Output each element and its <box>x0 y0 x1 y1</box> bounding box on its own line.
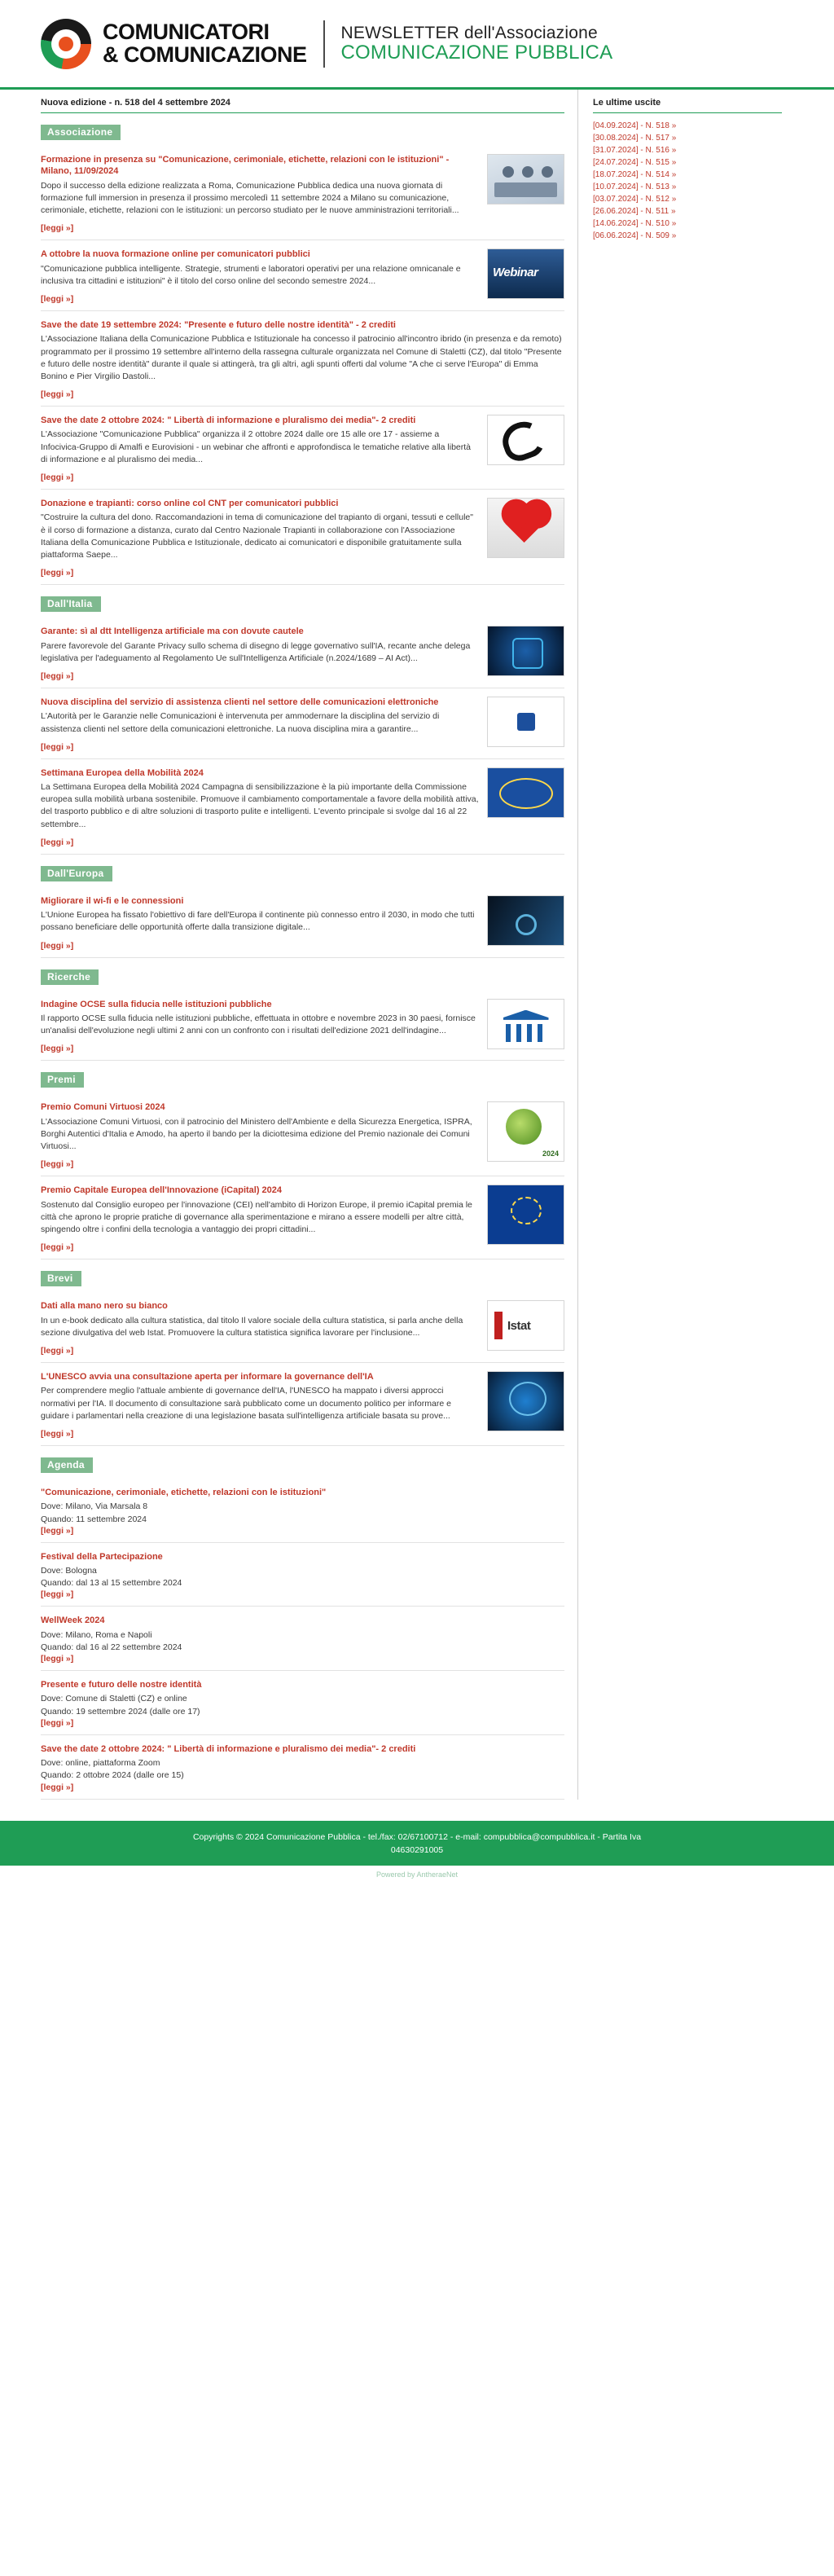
article-title[interactable]: Nuova disciplina del servizio di assistenza clienti nel settore delle comunicazioni elettroniche <box>41 697 439 708</box>
main-column <box>41 90 578 1800</box>
article-title[interactable]: Dati alla mano nero su bianco <box>41 1301 168 1312</box>
article-title[interactable]: A ottobre la nuova formazione online per comunicatori pubblici <box>41 249 310 260</box>
page-header <box>0 0 834 90</box>
article-title[interactable]: Migliorare il wi-fi e le connessioni <box>41 895 184 906</box>
agenda-when: Quando: dal 16 al 22 settembre 2024 <box>41 1642 182 1652</box>
article-title[interactable]: L'UNESCO avvia una consultazione aperta per informare la governance dell'IA <box>41 1372 374 1383</box>
article-thumbnail <box>487 1371 564 1431</box>
article-text: Per comprendere meglio l'attuale ambiente di governance dell'IA, l'UNESCO ha mappato i diversi approcci normativi per l'IA. Il documento di consultazione sarà pubblicato come un documento politico per informare e guidare i parlamentari nella creazione di una legislazione basata sull'intelligenza artificiale basata su prove... <box>41 1386 451 1421</box>
section-heading-premi <box>41 1072 564 1088</box>
issue-link[interactable]: [24.07.2024] - N. 515 » <box>593 158 677 167</box>
article-item[interactable] <box>41 887 564 958</box>
article-item[interactable] <box>41 688 564 759</box>
article-text: "Costruire la cultura del dono. Raccomandazioni in tema di comunicazione del trapianto di organi, tessuti e cellule" è il corso di formazione a distanza, curato dal Centro Nazionale Trapianti in collaborazione con l'Associazione Italiana della Comunicazione Pubblica e Istituzionale, dedicato ai comunicatori e disponibile gratuitamente sulla piattaforma Saepe... <box>41 512 473 560</box>
sidebar <box>578 90 782 242</box>
section-label: Associazione <box>41 125 121 140</box>
article-title[interactable]: Formazione in presenza su "Comunicazione, cerimoniale, etichette, relazioni con le istituzioni" - Milano, 11/09/2024 <box>41 155 450 177</box>
read-more-link[interactable]: [leggi »] <box>41 1525 74 1536</box>
agenda-when: Quando: 2 ottobre 2024 (dalle ore 15) <box>41 1770 184 1781</box>
agenda-item[interactable] <box>41 1671 564 1735</box>
read-more-link[interactable]: [leggi »] <box>41 1428 74 1439</box>
article-title[interactable]: Settimana Europea della Mobilità 2024 <box>41 767 204 778</box>
section-label: Dall'Italia <box>41 596 101 612</box>
article-thumbnail <box>487 767 564 818</box>
article-thumbnail: 2024 <box>487 1101 564 1162</box>
list-item[interactable] <box>593 144 782 156</box>
article-item[interactable] <box>41 407 564 490</box>
article-text: L'Associazione Comuni Virtuosi, con il patrocinio del Ministero dell'Ambiente e della Sicurezza Energetica, ISPRA, Borghi Autentici d'Italia e Amodo, ha aperto il bando per la diciottesima edizione del Premio nazionale dei Comuni Virtuosi... <box>41 1116 472 1152</box>
sidebar-title: Le ultime uscite <box>593 98 661 108</box>
agenda-where: Dove: Comune di Staletti (CZ) e online <box>41 1694 187 1704</box>
sidebar-divider <box>593 112 782 113</box>
issue-link[interactable]: [26.06.2024] - N. 511 » <box>593 207 676 216</box>
section-heading-dallitalia <box>41 596 564 613</box>
read-more-link[interactable]: [leggi »] <box>41 223 74 234</box>
article-item[interactable] <box>41 1363 564 1446</box>
article-item[interactable] <box>41 490 564 585</box>
issue-link[interactable]: [30.08.2024] - N. 517 » <box>593 134 677 143</box>
read-more-link[interactable]: [leggi »] <box>41 741 74 752</box>
agenda-title[interactable]: Save the date 2 ottobre 2024: " Libertà di informazione e pluralismo dei media"- 2 crediti <box>41 1743 416 1754</box>
read-more-link[interactable]: [leggi »] <box>41 568 74 578</box>
article-text: La Settimana Europea della Mobilità 2024 Campagna di sensibilizzazione è la più importante della Commissione europea sulla mobilità urbana sostenibile. Promuove il cambiamento comportamentale a favore della mobilità attiva, del trasporto pubblico e di altre soluzioni di trasporto pulite e intelligenti. L'evento principale si svolge dal 16 al 22 settembre... <box>41 782 479 829</box>
page-footer <box>0 1821 834 1866</box>
article-thumbnail <box>487 697 564 747</box>
section-heading-ricerche <box>41 969 564 986</box>
page-title: COMUNICAZIONE PUBBLICA <box>340 41 613 64</box>
article-item[interactable] <box>41 759 564 855</box>
section-heading-associazione <box>41 125 564 141</box>
agenda-item[interactable] <box>41 1735 564 1800</box>
issue-link[interactable]: [18.07.2024] - N. 514 » <box>593 170 677 179</box>
agenda-where: Dove: Milano, Via Marsala 8 <box>41 1501 148 1512</box>
logo-line-2: & COMUNICAZIONE <box>103 42 307 67</box>
read-more-link[interactable]: [leggi »] <box>41 1044 74 1054</box>
article-thumbnail <box>487 626 564 676</box>
article-title[interactable]: Premio Capitale Europea dell'Innovazione (iCapital) 2024 <box>41 1185 283 1196</box>
article-thumbnail <box>487 1185 564 1245</box>
header-divider <box>323 20 325 68</box>
brand-logo[interactable] <box>41 19 307 69</box>
section-heading-brevi <box>41 1271 564 1287</box>
agenda-where: Dove: Bologna <box>41 1566 97 1576</box>
article-item[interactable] <box>41 1176 564 1259</box>
list-item[interactable] <box>593 193 782 205</box>
article-text: Sostenuto dal Consiglio europeo per l'innovazione (CEI) nell'ambito di Horizon Europe, il premio iCapital premia le città che aprono le proprie pratiche di governance alla sperimentazione e mirano a essere modelli per altre città, spingendo oltre i confini della tecnologia a vantaggio dei propri cittadini... <box>41 1199 472 1235</box>
read-more-link[interactable]: [leggi »] <box>41 940 74 951</box>
agenda-item[interactable] <box>41 1607 564 1671</box>
article-thumbnail <box>487 999 564 1049</box>
article-title[interactable]: Indagine OCSE sulla fiducia nelle istituzioni pubbliche <box>41 999 272 1009</box>
read-more-link[interactable]: [leggi »] <box>41 293 74 304</box>
issue-link[interactable]: [10.07.2024] - N. 513 » <box>593 182 677 191</box>
agenda-where: Dove: online, piattaforma Zoom <box>41 1758 160 1769</box>
header-title-block <box>341 24 613 64</box>
article-text: "Comunicazione pubblica intelligente. Strategie, strumenti e laboratori operativi per una relazione omnicanale e inclusiva tra cittadini e istituzioni" è il titolo del corso online del secondo semestre 2024... <box>41 263 461 286</box>
agenda-when: Quando: 11 settembre 2024 <box>41 1514 147 1524</box>
article-text: In un e-book dedicato alla cultura statistica, dal titolo Il valore sociale della cultura statistica, si parla anche della sezione divulgativa del web Istat. Promuovere la cultura statistica significa lavorare per l'inclusione... <box>41 1315 463 1338</box>
article-item[interactable] <box>41 240 564 311</box>
list-item[interactable] <box>593 132 782 144</box>
section-label: Dall'Europa <box>41 866 112 881</box>
read-more-link[interactable]: [leggi »] <box>41 473 74 483</box>
read-more-link[interactable]: [leggi »] <box>41 1717 74 1728</box>
agenda-item[interactable] <box>41 1479 564 1543</box>
article-item[interactable] <box>41 991 564 1062</box>
section-label: Ricerche <box>41 969 99 985</box>
footer-line-1: Copyrights © 2024 Comunicazione Pubblica - tel./fax: 02/67100712 - e-mail: compubblica@compubblica.it - Partita Iva <box>192 1831 642 1842</box>
issue-link[interactable]: [14.06.2024] - N. 510 » <box>593 219 677 228</box>
read-more-link[interactable]: [leggi »] <box>41 671 74 682</box>
section-heading-agenda <box>41 1457 564 1474</box>
issue-link[interactable]: [31.07.2024] - N. 516 » <box>593 146 677 155</box>
powered-by-label: Powered by AntheraeNet <box>0 1866 834 1887</box>
article-item[interactable] <box>41 618 564 688</box>
agenda-title[interactable]: WellWeek 2024 <box>41 1615 105 1626</box>
article-thumbnail: Istat <box>487 1300 564 1351</box>
edition-divider <box>41 112 564 113</box>
article-text: L'Associazione "Comunicazione Pubblica" organizza il 2 ottobre 2024 dalle ore 15 alle ore 17 - assieme a Infocivica-Gruppo di Amalfi e Eurovisioni - un webinar che affronti e approfondisca le tematiche relative alla libertà di informazione e al pluralismo dei media... <box>41 429 471 464</box>
list-item[interactable] <box>593 120 782 132</box>
article-title[interactable]: Garante: sì al dtt Intelligenza artificiale ma con dovute cautele <box>41 626 304 637</box>
edition-label: Nuova edizione - n. 518 del 4 settembre 2024 <box>41 98 230 108</box>
article-item[interactable] <box>41 1292 564 1363</box>
section-label: Brevi <box>41 1271 81 1286</box>
section-label: Agenda <box>41 1457 93 1473</box>
agenda-when: Quando: 19 settembre 2024 (dalle ore 17) <box>41 1706 200 1717</box>
article-title[interactable]: Premio Comuni Virtuosi 2024 <box>41 1102 165 1113</box>
article-text: Parere favorevole del Garante Privacy sullo schema di disegno di legge governativo sull'IA, recante anche delega legislativa per l'adeguamento al Regolamento Ue sull'Intelligenza Artificiale (n.2024/1689 – AI Act)... <box>41 640 471 663</box>
agenda-where: Dove: Milano, Roma e Napoli <box>41 1629 152 1640</box>
issue-link[interactable]: [06.06.2024] - N. 509 » <box>593 231 677 240</box>
section-label: Premi <box>41 1072 84 1088</box>
issue-link[interactable]: [03.07.2024] - N. 512 » <box>593 195 677 204</box>
read-more-link[interactable]: [leggi »] <box>41 389 74 400</box>
list-item[interactable] <box>593 156 782 169</box>
article-title[interactable]: Save the date 2 ottobre 2024: " Libertà di informazione e pluralismo dei media"- 2 crediti <box>41 415 416 426</box>
footer-line-2: 04630291005 <box>390 1845 444 1856</box>
read-more-link[interactable]: [leggi »] <box>41 1782 74 1792</box>
agenda-title[interactable]: Festival della Partecipazione <box>41 1551 163 1562</box>
article-text: L'Associazione Italiana della Comunicazione Pubblica e Istituzionale ha concesso il patrocinio all'incontro ibrido (in presenza e da remoto) programmato per il prossimo 19 settembre all'interno della rassegna culturale organizzata nel Comune di Staletti (CZ), dal titolo "Presente e futuro delle nostre identità" durante il quale si attingerà, tra gli altri, agli spunti offerti dal volume "A che ci serve l'Europa" di Emma Bonino e Pier Virgilio Dastoli... <box>41 334 562 381</box>
read-more-link[interactable]: [leggi »] <box>41 1654 74 1664</box>
agenda-item[interactable] <box>41 1543 564 1607</box>
article-text: Dopo il successo della edizione realizzata a Roma, Comunicazione Pubblica dedica una nuova giornata di formazione full immersion in presenza il prossimo mercoledì 11 settembre 2024 a Milano su comunicazione, cerimoniale, etichette, relazioni con le istituzioni: un percorso studiato per le nuove amministrazioni territoriali... <box>41 180 459 216</box>
section-heading-dalleuropa <box>41 866 564 882</box>
list-item[interactable] <box>593 169 782 181</box>
article-item[interactable] <box>41 146 564 240</box>
list-item[interactable] <box>593 205 782 218</box>
list-item[interactable] <box>593 230 782 242</box>
article-thumbnail <box>487 895 564 946</box>
article-item[interactable] <box>41 311 564 407</box>
agenda-when: Quando: dal 13 al 15 settembre 2024 <box>41 1578 182 1589</box>
article-thumbnail: Webinar <box>487 248 564 299</box>
read-more-link[interactable]: [leggi »] <box>41 837 74 847</box>
article-title[interactable]: Save the date 19 settembre 2024: "Presente e futuro delle nostre identità" - 2 crediti <box>41 319 396 330</box>
article-title[interactable]: Donazione e trapianti: corso online col CNT per comunicatori pubblici <box>41 499 339 509</box>
list-item[interactable] <box>593 181 782 193</box>
article-text: L'Autorità per le Garanzie nelle Comunicazioni è intervenuta per ammodernare la disciplina del servizio di assistenza clienti nel settore della comunicazioni elettroniche. La nuova disciplina mira a garantire... <box>41 711 440 734</box>
article-text: L'Unione Europea ha fissato l'obiettivo di fare dell'Europa il continente più connesso entro il 2030, in modo che tutti possano beneficiare delle opportunità offerte dalla transizione digitale... <box>41 910 475 933</box>
article-thumbnail <box>487 154 564 204</box>
logo-text <box>103 21 307 66</box>
article-thumbnail <box>487 498 564 558</box>
read-more-link[interactable]: [leggi »] <box>41 1346 74 1356</box>
list-item[interactable] <box>593 218 782 230</box>
agenda-title[interactable]: Presente e futuro delle nostre identità <box>41 1680 202 1690</box>
article-text: Il rapporto OCSE sulla fiducia nelle istituzioni pubbliche, effettuata in ottobre e novembre 2023 in 30 paesi, fornisce un'analisi dell'evoluzione negli ultimi 2 anni con un confronto con i risultati dell'edizione 2021 dell'indagine... <box>41 1013 476 1036</box>
issue-list <box>593 120 782 242</box>
newsletter-kicker: NEWSLETTER dell'Associazione <box>340 23 598 42</box>
issue-link[interactable]: [04.09.2024] - N. 518 » <box>593 121 677 130</box>
read-more-link[interactable]: [leggi »] <box>41 1589 74 1600</box>
logo-icon <box>41 19 91 69</box>
logo-line-1: COMUNICATORI <box>103 19 270 44</box>
agenda-title[interactable]: "Comunicazione, cerimoniale, etichette, relazioni con le istituzioni" <box>41 1487 327 1497</box>
article-thumbnail <box>487 415 564 465</box>
read-more-link[interactable]: [leggi »] <box>41 1159 74 1170</box>
article-item[interactable] <box>41 1093 564 1176</box>
read-more-link[interactable]: [leggi »] <box>41 1242 74 1253</box>
content-area <box>0 90 834 1800</box>
